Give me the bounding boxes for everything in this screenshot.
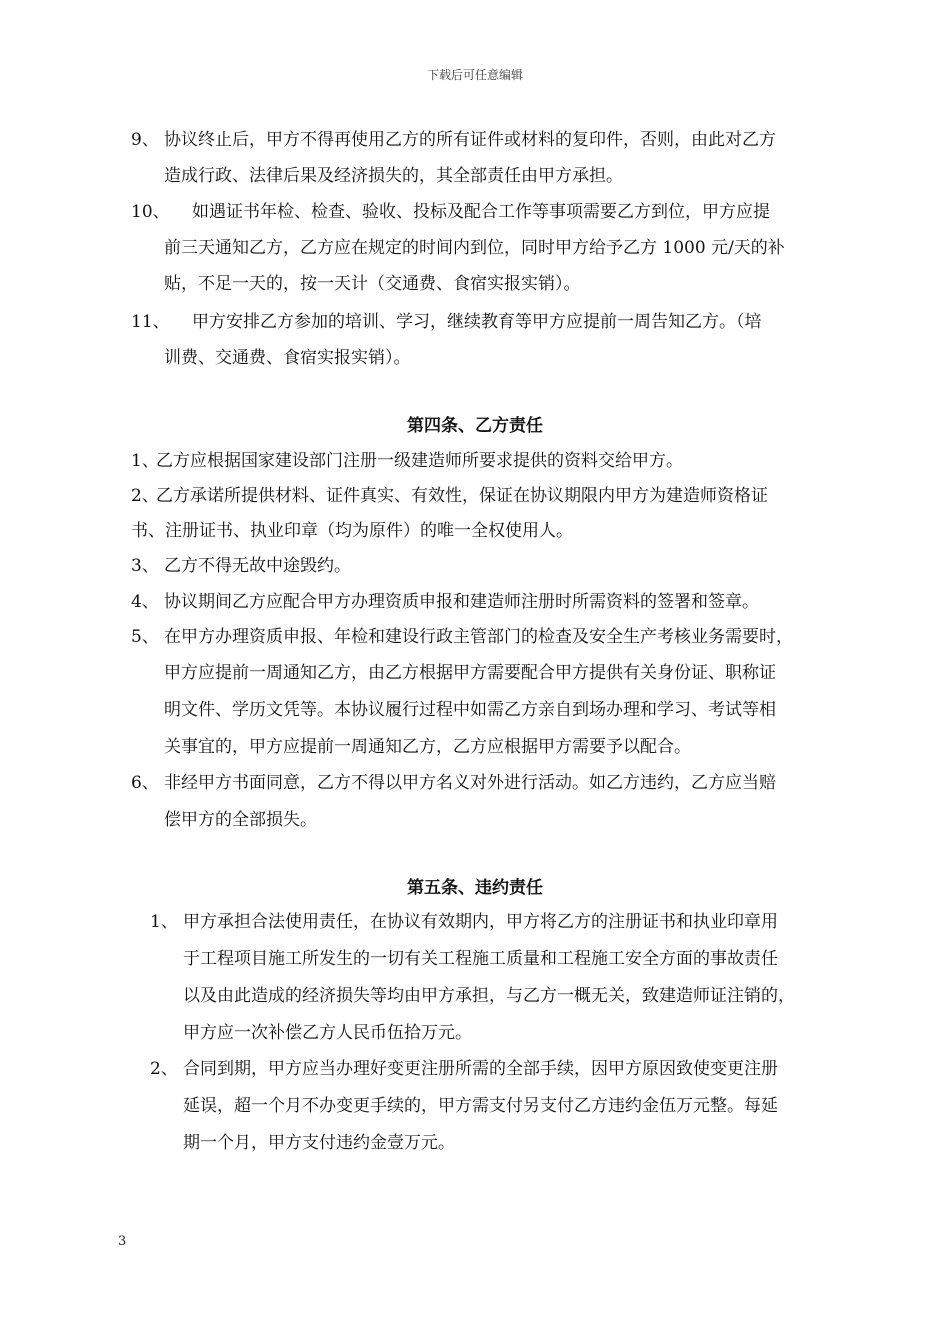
item-text-line: 明文件、学历文凭等。本协议履行过程中如需乙方亲自到场办理和学习、考试等相 <box>164 700 776 720</box>
item-number: 6、 <box>131 773 159 793</box>
item-number: 1、 <box>150 912 178 932</box>
item-number: 11、 <box>131 312 170 332</box>
item-text-line: 乙方承诺所提供材料、证件真实、有效性，保证在协议期限内甲方为建造师资格证 <box>156 486 768 506</box>
item-text-line: 甲方应提前一周通知乙方，由乙方根据甲方需要配合甲方提供有关身份证、职称证 <box>164 663 776 683</box>
item-number: 10、 <box>131 202 170 222</box>
item-text-line: 关事宜的，甲方应提前一周通知乙方，乙方应根据甲方需要予以配合。 <box>164 737 691 757</box>
item-text-line: 乙方应根据国家建设部门注册一级建造师所要求提供的资料交给甲方。 <box>156 451 683 471</box>
item-text-line: 甲方安排乙方参加的培训、学习，继续教育等甲方应提前一周告知乙方。（培 <box>192 312 762 332</box>
item-text-line: 于工程项目施工所发生的一切有关工程施工质量和工程施工安全方面的事故责任 <box>183 949 778 969</box>
item-text-line: 训费、交通费、食宿实报实销）。 <box>164 348 411 368</box>
item-number: 9、 <box>131 130 159 150</box>
item-text-line: 延误，超一个月不办变更手续的，甲方需支付另支付乙方违约金伍万元整。每延 <box>183 1096 778 1116</box>
item-text-line: 如遇证书年检、检查、验收、投标及配合工作等事项需要乙方到位，甲方应提 <box>192 202 770 222</box>
section-heading: 第四条、乙方责任 <box>407 416 543 436</box>
item-text-line: 非经甲方书面同意，乙方不得以甲方名义对外进行活动。如乙方违约，乙方应当赔 <box>164 773 776 793</box>
item-text-line: 在甲方办理资质申报、年检和建设行政主管部门的检查及安全生产考核业务需要时， <box>164 627 793 647</box>
item-text-line: 甲方承担合法使用责任，在协议有效期内，甲方将乙方的注册证书和执业印章用 <box>183 912 778 932</box>
item-number: 2、 <box>131 486 159 506</box>
item-text-line: 合同到期，甲方应当办理好变更注册所需的全部手续，因甲方原因致使变更注册 <box>183 1059 778 1079</box>
item-number: 4、 <box>131 592 159 612</box>
item-number: 3、 <box>131 556 159 576</box>
item-text-line: 乙方不得无故中途毁约。 <box>164 556 351 576</box>
item-text-line: 甲方应一次补偿乙方人民币伍拾万元。 <box>183 1023 472 1043</box>
item-text-line: 以及由此造成的经济损失等均由甲方承担，与乙方一概无关，致建造师证注销的， <box>183 986 795 1006</box>
item-text-line: 期一个月，甲方支付违约金壹万元。 <box>183 1133 455 1153</box>
item-text-line: 协议期间乙方应配合甲方办理资质申报和建造师注册时所需资料的签署和签章。 <box>164 592 759 612</box>
item-text-line: 贴，不足一天的，按一天计（交通费、食宿实报实销）。 <box>164 274 581 294</box>
header-note: 下载后可任意编辑 <box>426 68 523 82</box>
item-number: 2、 <box>150 1059 178 1079</box>
item-text-line: 前三天通知乙方，乙方应在规定的时间内到位，同时甲方给予乙方 1000 元/天的补 <box>164 238 785 258</box>
item-text-line: 造成行政、法律后果及经济损失的，其全部责任由甲方承担。 <box>164 166 623 186</box>
section-heading: 第五条、违约责任 <box>407 878 543 898</box>
item-text-line: 协议终止后，甲方不得再使用乙方的所有证件或材料的复印件，否则，由此对乙方 <box>164 130 776 150</box>
item-text-line: 书、注册证书、执业印章（均为原件）的唯一全权使用人。 <box>131 521 573 541</box>
item-number: 5、 <box>131 627 159 647</box>
item-number: 1、 <box>131 451 159 471</box>
page-number: 3 <box>118 1234 127 1249</box>
item-text-line: 偿甲方的全部损失。 <box>164 810 317 830</box>
